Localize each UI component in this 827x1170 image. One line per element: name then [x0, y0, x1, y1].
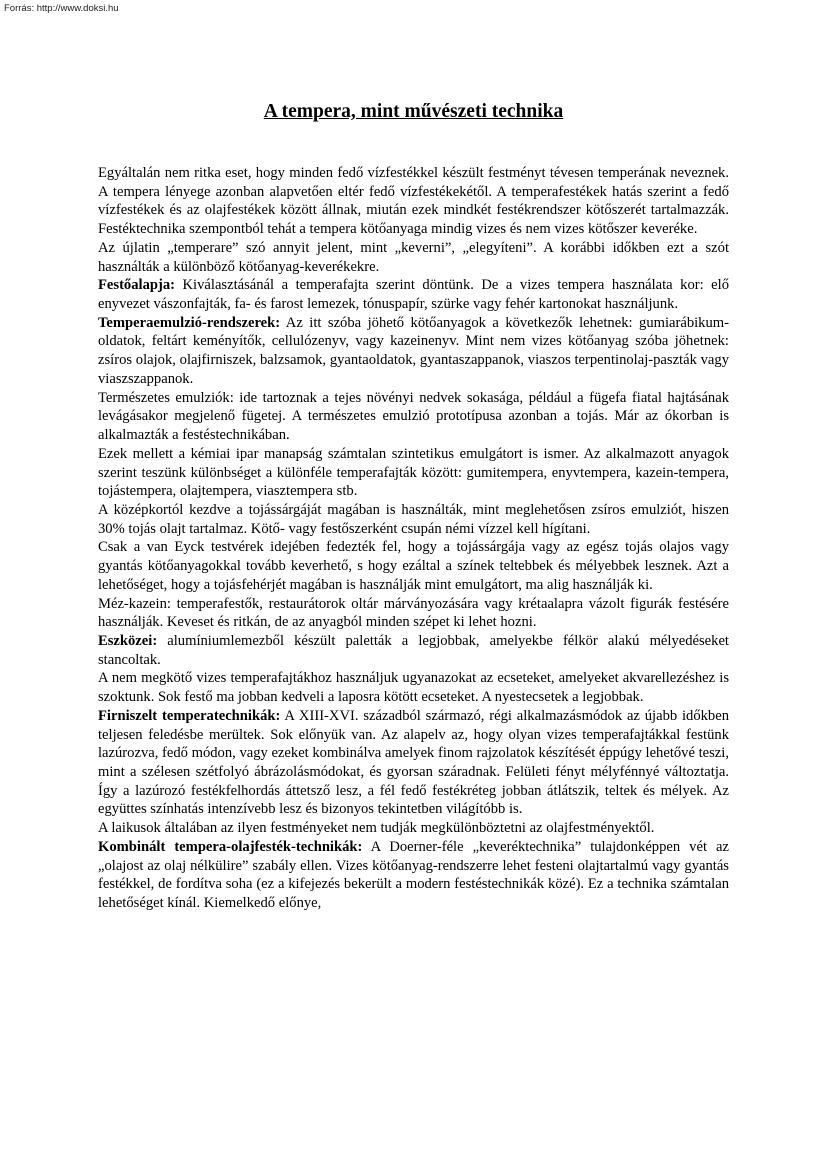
- paragraph-van-eyck: [98, 538, 729, 594]
- paragraph-etymology: [98, 239, 729, 276]
- paragraph-laymen: [98, 819, 729, 838]
- paragraph-intro: [98, 164, 729, 239]
- paragraph-tools: [98, 632, 729, 669]
- paragraph-varnished-techniques: [98, 707, 729, 819]
- paragraph-text: Egyáltalán nem ritka eset, hogy minden fedő vízfestékkel készült festményt tévesen temperának neveznek. A tempera lényege azonban alapvetően eltér fedő vízfestékekétől. A temperafestékek hatás szerint a fedő vízfestékek és az olajfestékek között állnak, miután ezek mindkét festékrendszer kötőszerét tartalmazzák. Festéktechnika szempontból tehát a tempera kötőanyaga mindig vizes és nem vizes kötőszer keveréke.: [98, 165, 729, 238]
- paragraph-heading: Eszközei:: [98, 632, 158, 649]
- paragraph-heading: Festőalapja:: [98, 277, 176, 294]
- paragraph-text: A nem megkötő vizes temperafajtákhoz használjuk ugyanazokat az ecseteket, amelyeket akvarellezéshez is szoktunk. Sok festő ma jobban kedveli a laposra kötött ecseteket. A nyestecsetek a legjobbak.: [98, 670, 729, 706]
- paragraph-text: Csak a van Eyck testvérek idejében fedezték fel, hogy a tojássárgája vagy az egész tojás olajos vagy gyantás kötőanyagokkal tovább keverhető, s hogy ezáltal a színek teltebbek és mélyebbek lesznek. Azt a lehetőséget, hogy a tojásfehérjét magában is használják mint emulgátort, ma alig használják ki.: [98, 539, 729, 593]
- paragraph-text: Méz-kazein: temperafestők, restaurátorok oltár márványozására vagy krétaalapra vázolt figurák festésére használják. Keveset és ritkán, de az anyagból minden szépet ki lehet hozni.: [98, 595, 729, 631]
- paragraph-synthetic-emulsifiers: [98, 445, 729, 501]
- paragraph-text: Természetes emulziók: ide tartoznak a tejes növényi nedvek sokasága, például a fügefa fiatal hajtásának levágásakor megjelenő fügetej. A természetes emulzió prototípusa azonban a tojás. Már az ókorban is alkalmazták a festéstechnikában.: [98, 389, 729, 444]
- paragraph-text: Az újlatin „temperare” szó annyit jelent, mint „keverni”, „elegyíteni”. A korábbi időkben ezt a szót használták a különböző kötőanyag-keverékekre.: [98, 239, 729, 275]
- paragraph-text: A XIII-XVI. századból származó, régi alkalmazásmódok az újabb időkben teljesen feledésbe merültek. Sok előnyük van. Az alapelv az, hogy olyan vizes temperafajtákkal festünk lazúrozva, fedő módon, vagy ezeket kombinálva amelyek finom rajzolatok készítését éppúgy lehetővé teszi, mint a szélesen szétfolyó ábrázolásmódokat, és gyorsan száradnak. Felületi fényt mélyfénnyé változtatja. Így a lazúrozó festékfelhordás áttetsző lesz, a fél fedő festékréteg jobban átlátszik, teltek és mélyek. Az együttes színhatás intenzívebb lesz és bizonyos tekintetben világítóbb is.: [98, 707, 730, 818]
- paragraph-egg-yolk: [98, 501, 729, 538]
- paragraph-natural-emulsions: [98, 389, 729, 445]
- paragraph-text: alumíniumlemezből készült paletták a legjobbak, amelyekbe félkör alakú mélyedéseket stancoltak.: [98, 632, 729, 668]
- paragraph-text: A középkortól kezdve a tojássárgáját magában is használták, mint meglehetősen zsíros emulziót, hiszen 30% tojás olajt tartalmaz. Kötő- vagy festőszerként csupán némi vízzel kell hígítani.: [98, 501, 729, 537]
- paragraph-honey-casein: [98, 595, 729, 632]
- source-note: Forrás: http://www.doksi.hu: [4, 3, 119, 14]
- document-body: [98, 164, 729, 913]
- paragraph-text: Ezek mellett a kémiai ipar manapság számtalan szintetikus emulgátort is ismer. Az alkalmazott anyagok szerint teszünk különbséget a különféle temperafajták között: gumitempera, enyvtempera, kazein-tempera, tojástempera, olajtempera, viasztempera stb.: [98, 445, 729, 500]
- paragraph-text: A Doerner-féle „keveréktechnika” tulajdonképpen vét az „olajost az olaj nélkülire” szabály ellen. Vizes kötőanyag-rendszerre lehet festeni olajtartalmú vagy gyantás festékkel, de fordítva soha (ez a kifejezés bekerült a modern festéstechnikák közé). Ez a technika számtalan lehetőséget kínál. Kiemelkedő előnye,: [98, 838, 729, 912]
- paragraph-combined-techniques: [98, 838, 729, 913]
- paragraph-heading: Firniszelt temperatechnikák:: [98, 707, 281, 724]
- paragraph-text: A laikusok általában az ilyen festményeket nem tudják megkülönböztetni az olajfestményektől.: [98, 820, 655, 837]
- paragraph-ground: [98, 276, 729, 313]
- paragraph-text: Kiválasztásánál a temperafajta szerint döntünk. De a vizes tempera használata kor: elő enyvezet vászonfajták, fa- és farost lemezek, tónuspapír, szürke vagy fehér kartonokat használjunk.: [98, 277, 729, 313]
- paragraph-heading: Kombinált tempera-olajfesték-technikák:: [98, 838, 363, 855]
- paragraph-text: Az itt szóba jöhető kötőanyagok a következők lehetnek: gumiarábikum-oldatok, feltárt keményítők, cellulózenyv, vagy kazeinenyv. Mint nem vizes kötőanyag szóba jöhetnek: zsíros olajok, olajfirniszek, balzsamok, gyantaoldatok, gyantaszappanok, viaszos terpentinolaj-paszták vagy viaszszappanok.: [98, 314, 729, 387]
- paragraph-emulsion-systems: [98, 314, 729, 389]
- page-title: A tempera, mint művészeti technika: [263, 101, 564, 122]
- paragraph-heading: Temperaemulzió-rendszerek:: [98, 314, 281, 331]
- paragraph-brushes: [98, 669, 729, 706]
